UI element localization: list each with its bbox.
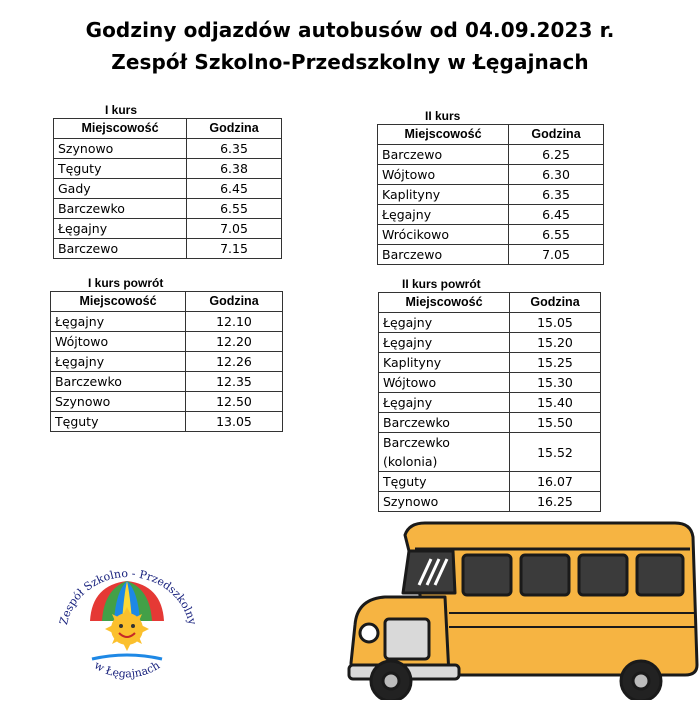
school-logo: [52, 555, 202, 690]
place-cell: Barczewo: [378, 145, 509, 165]
sun-umbrella-logo-icon: [52, 555, 202, 690]
table-row: [54, 219, 282, 239]
column-header-place: Miejscowość: [378, 125, 509, 145]
table-row: [51, 372, 283, 392]
place-cell: Tęguty: [54, 159, 187, 179]
place-cell: Łęgajny: [54, 219, 187, 239]
table-row: [378, 145, 604, 165]
table-row: [379, 333, 601, 353]
place-cell: Łęgajny: [379, 313, 510, 333]
table-row: [379, 472, 601, 492]
table-row: [54, 139, 282, 159]
table-row: [51, 352, 283, 372]
table-row: [378, 185, 604, 205]
time-cell: 6.45: [509, 205, 604, 225]
table-row: [379, 433, 601, 472]
column-header-time: Godzina: [510, 293, 601, 313]
table-row: [378, 165, 604, 185]
place-cell: Tęguty: [379, 472, 510, 492]
time-cell: 15.52: [510, 433, 601, 472]
time-cell: 12.35: [186, 372, 283, 392]
place-cell: Wójtowo: [51, 332, 186, 352]
time-cell: 15.25: [510, 353, 601, 373]
schedule-kurs2: [377, 108, 604, 265]
table-row: [379, 393, 601, 413]
place-cell: Barczewko (kolonia): [379, 433, 510, 472]
time-cell: 12.26: [186, 352, 283, 372]
table-row: [54, 239, 282, 259]
schedule-kurs1-return: [50, 275, 283, 432]
schedule-table: [378, 292, 601, 512]
place-cell: Łęgajny: [379, 333, 510, 353]
table-row: [378, 225, 604, 245]
place-cell: Barczewo: [378, 245, 509, 265]
place-cell: Łęgajny: [378, 205, 509, 225]
svg-text:w Łęgajnach: [92, 659, 162, 681]
schedule-label: II kurs powrót: [402, 277, 481, 291]
column-header-place: Miejscowość: [54, 119, 187, 139]
schedule-table: [53, 118, 282, 259]
column-header-place: Miejscowość: [379, 293, 510, 313]
time-cell: 16.07: [510, 472, 601, 492]
column-header-place: Miejscowość: [51, 292, 186, 312]
place-cell: Łęgajny: [51, 352, 186, 372]
table-row: [379, 353, 601, 373]
place-cell: Łęgajny: [379, 393, 510, 413]
logo-text-top: Zespół Szkolno - Przedszkolny: [57, 566, 199, 627]
column-header-time: Godzina: [509, 125, 604, 145]
place-cell: Wójtowo: [378, 165, 509, 185]
table-row: [51, 412, 283, 432]
time-cell: 6.38: [187, 159, 282, 179]
schedule-label: I kurs powrót: [88, 276, 164, 290]
table-row: [51, 332, 283, 352]
table-row: [51, 312, 283, 332]
schedule-table: [377, 124, 604, 265]
place-cell: Wrócikowo: [378, 225, 509, 245]
place-cell: Barczewo: [54, 239, 187, 259]
time-cell: 15.30: [510, 373, 601, 393]
table-row: [379, 373, 601, 393]
time-cell: 6.25: [509, 145, 604, 165]
table-row: [51, 392, 283, 412]
schedule-table: [50, 291, 283, 432]
time-cell: 7.15: [187, 239, 282, 259]
time-cell: 7.05: [509, 245, 604, 265]
table-row: [378, 205, 604, 225]
time-cell: 15.05: [510, 313, 601, 333]
time-cell: 15.20: [510, 333, 601, 353]
time-cell: 7.05: [187, 219, 282, 239]
table-row: [54, 159, 282, 179]
table-row: [54, 179, 282, 199]
time-cell: 16.25: [510, 492, 601, 512]
table-row: [379, 492, 601, 512]
place-cell: Kaplityny: [379, 353, 510, 373]
table-row: [54, 199, 282, 219]
place-cell: Barczewko: [379, 413, 510, 433]
time-cell: 15.50: [510, 413, 601, 433]
time-cell: 12.50: [186, 392, 283, 412]
school-bus-icon: [345, 515, 700, 700]
table-row: [379, 313, 601, 333]
schedule-kurs2-return: [378, 276, 601, 512]
time-cell: 12.10: [186, 312, 283, 332]
place-cell: Szynowo: [54, 139, 187, 159]
place-cell: Szynowo: [379, 492, 510, 512]
time-cell: 12.20: [186, 332, 283, 352]
time-cell: 6.55: [509, 225, 604, 245]
place-cell: Barczewko: [54, 199, 187, 219]
school-bus-illustration: [345, 515, 700, 700]
time-cell: 6.45: [187, 179, 282, 199]
place-cell: Szynowo: [51, 392, 186, 412]
time-cell: 6.35: [509, 185, 604, 205]
place-cell: Barczewko: [51, 372, 186, 392]
page-title: Godziny odjazdów autobusów od 04.09.2023 r.: [85, 18, 615, 42]
time-cell: 6.35: [187, 139, 282, 159]
time-cell: 6.30: [509, 165, 604, 185]
time-cell: 15.40: [510, 393, 601, 413]
schedule-label: I kurs: [105, 103, 138, 117]
place-cell: Gady: [54, 179, 187, 199]
logo-text-bottom: w Łęgajnach: [91, 658, 163, 681]
schedule-label: II kurs: [425, 109, 461, 123]
schedule-kurs1: [53, 102, 282, 259]
place-cell: Kaplityny: [378, 185, 509, 205]
place-cell: Łęgajny: [51, 312, 186, 332]
page-subtitle: Zespół Szkolno-Przedszkolny w Łęgajnach: [111, 50, 589, 74]
column-header-time: Godzina: [186, 292, 283, 312]
place-cell: Tęguty: [51, 412, 186, 432]
time-cell: 6.55: [187, 199, 282, 219]
table-row: [378, 245, 604, 265]
column-header-time: Godzina: [187, 119, 282, 139]
table-row: [379, 413, 601, 433]
time-cell: 13.05: [186, 412, 283, 432]
place-cell: Wójtowo: [379, 373, 510, 393]
